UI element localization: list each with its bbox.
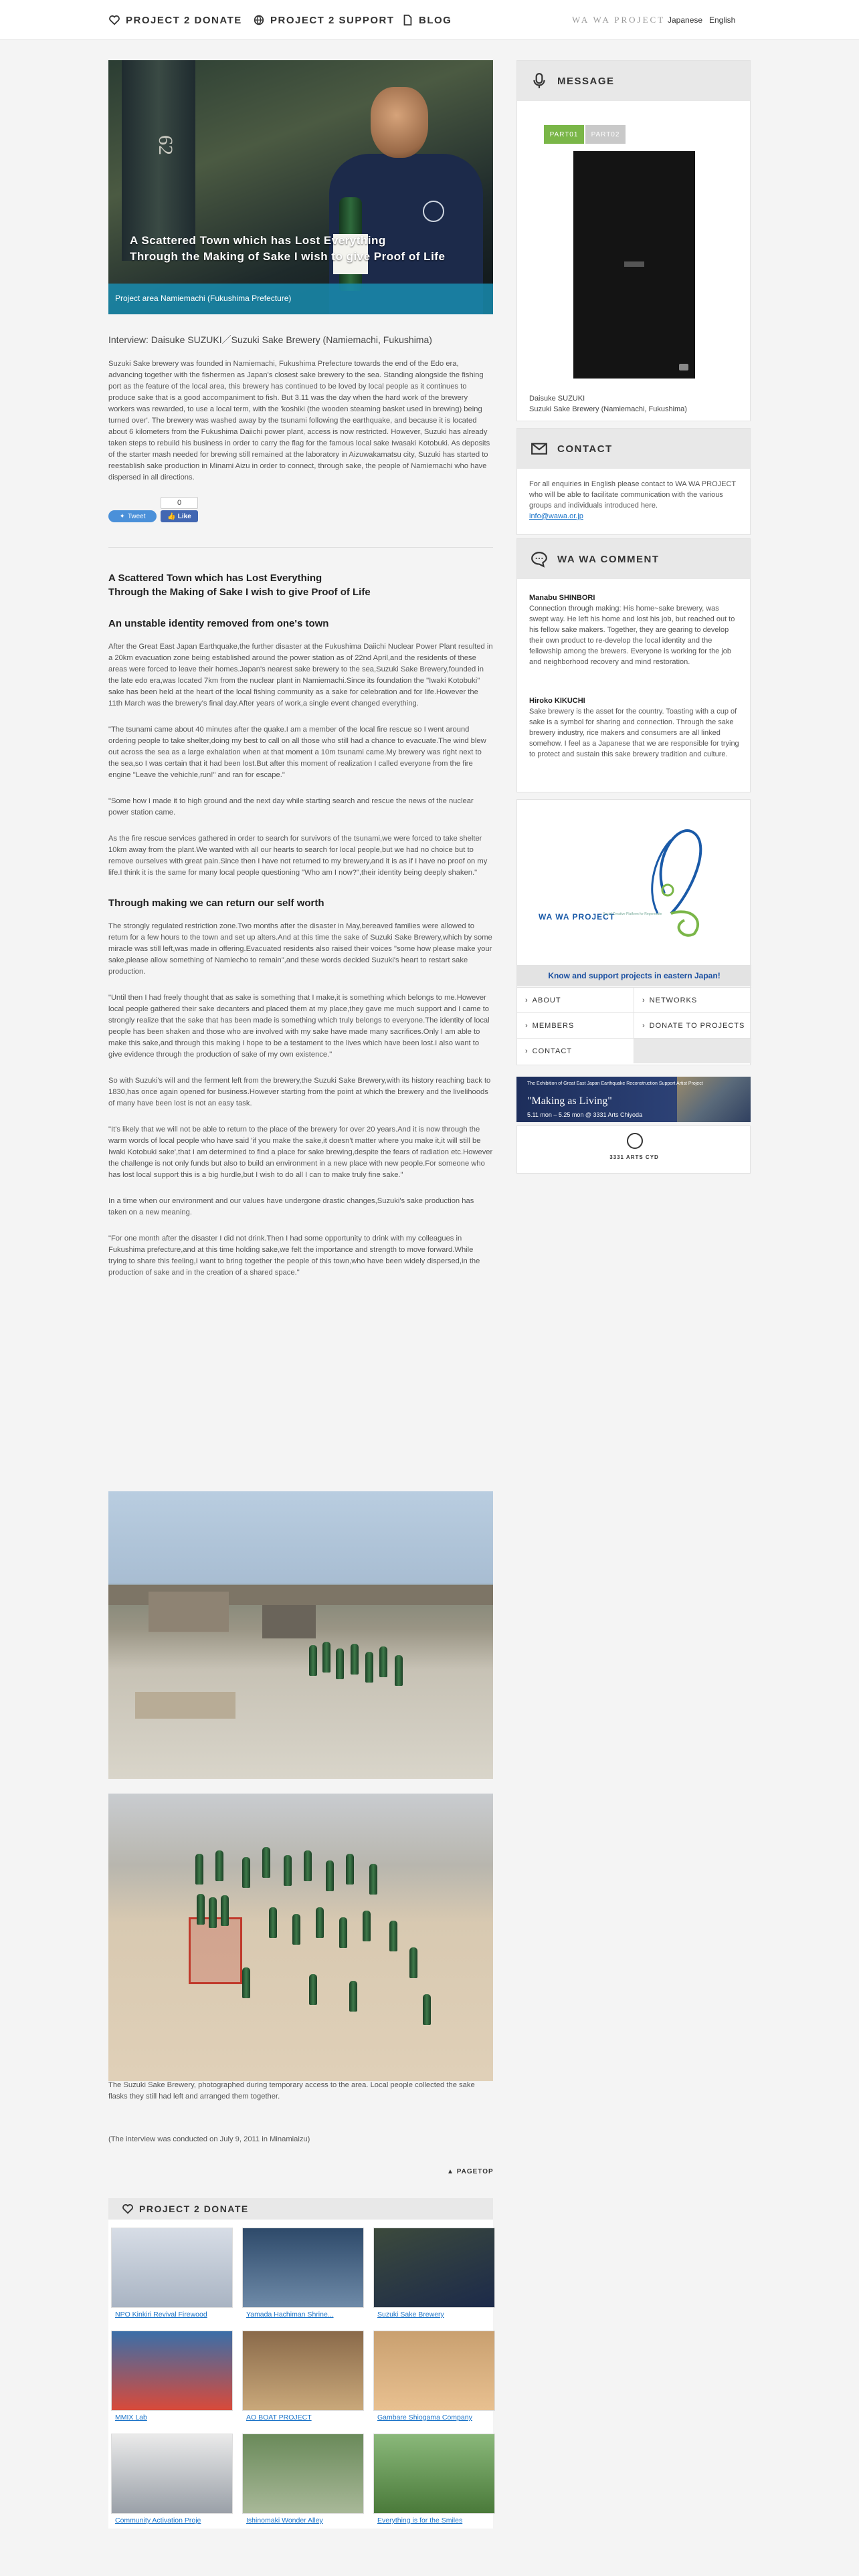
article-title — [108, 571, 493, 599]
article-paragraph: After the Great East Japan Earthquake,the further disaster at the Fukushima Daiichi Nuclear Power Plant resulted in a 20km evacuation zone being established around the power station as of 22nd April,and the residents of these areas were forced to leave their homes.Japan's nearest sake brewery to the sea,Suzuki Sake Brewery,founded in the late edo era,was located 7km from the nuclear plant in Namiemachi.Since its foundation the "Iwaki Kotobuki" sake has been held at the heart of the local fishing community as a sake for celebration and for life.However the 11th March was the brewery's final day.After years of work,a single event changed everything. — [108, 643, 493, 708]
contact-description: For all enquiries in English please contact to WA WA PROJECT who will be able to facilitate communication with the various groups and individuals introduced here. — [529, 480, 736, 510]
hero-caption-line2: Through the Making of Sake I wish to give Proof of Life — [130, 250, 446, 263]
sake-bottle-icon — [379, 1646, 387, 1677]
article-paragraph: The strongly regulated restriction zone.Two months after the disaster in May,bereaved families were allowed to return for a few hours to the town and set up alters.And at this time the sake of Suzuki Sake Brewery,which by some miracle was still left,was made in offering.Evacuated residents also raised their voices "some how please make your sake,please allow something of Namiecho to remain",and these words decided Suzuki's heart to restart sake production. — [108, 922, 492, 976]
hero-person-face — [371, 87, 428, 158]
tab-part02[interactable]: PART02 — [585, 125, 626, 144]
sake-bottle-icon — [409, 1947, 417, 1978]
sake-bottle-icon — [262, 1847, 270, 1878]
project2donate-heading: PROJECT 2 DONATE — [139, 2204, 249, 2214]
article-paragraph: "Until then I had freely thought that as sake is something that I make,it is something which belongs to me.However local people gathered their sake decanters and placed them at my place,they gave me much support and I came to strongly realize that the sake that has been made is something which truly belongs to everyone.The identity of local people has been shaken and those who are involved with my sake have made many sacrifices.Only I am able to make this sake,and through this making I hope to be a testament to the lives which have been lost.I also want to give evidence through the production of sake of my own existence." — [108, 994, 490, 1059]
sake-bottle-icon — [292, 1914, 300, 1945]
sake-bottle-icon — [195, 1854, 203, 1885]
article-paragraph: "It's likely that we will not be able to return to the place of the brewery for over 20 years.And it is now through the warm words of local people who have said 'if you make the sake,it doesn't matter where you make it,it will still be Iwaki Kotobuki sake',that I am determined to find a place for sake brewing,despite the fears of radiation etc.However the challenge is not only funds but also to build an environment in a new place with new people.For someone who has lost local support this is a big hurdle,but I wish to do all I can to make truly fine sake." — [108, 1125, 493, 1179]
pagetop-link[interactable]: ▲ PAGETOP — [447, 2168, 494, 2175]
tsunami-debris-photo — [108, 1491, 493, 1779]
lang-english-link[interactable]: English — [709, 15, 736, 25]
project-card[interactable] — [373, 2434, 495, 2529]
link-contact[interactable] — [517, 1038, 634, 1063]
comment-heading: WA WA COMMENT — [557, 553, 660, 565]
tab-part01[interactable]: PART01 — [544, 125, 584, 144]
banner-small-text: The Exhibition of Great East Japan Earthquake Reconstruction Support Artist Project — [527, 1081, 703, 1086]
sake-bottle-icon — [363, 1911, 371, 1941]
project-card-label[interactable]: Everything is for the Smiles — [377, 2516, 463, 2525]
arts-logo-label: 3331 ARTS CYD — [609, 1154, 659, 1160]
comment-shinbori — [529, 593, 740, 667]
link-networks[interactable] — [634, 987, 751, 1012]
project-card-label[interactable]: Community Activation Proje — [115, 2516, 201, 2525]
project-card-label[interactable]: AO BOAT PROJECT — [246, 2413, 312, 2422]
main-column — [108, 60, 493, 1279]
comment-author: Hiroko KIKUCHI — [529, 697, 585, 705]
project-thumbnail — [111, 2228, 233, 2308]
link-donate-to-projects[interactable] — [634, 1012, 751, 1038]
article-paragraph: "For one month after the disaster I did not drink.Then I had some opportunity to drink with my colleagues in Fukushima prefecture,and at this time holding sake,we felt the importance and strength to move forward.While trying to share this feeling,I want to bring together the people of this town,who have been widely dispersed,in the production of sake and in the creation of a shared space." — [108, 1235, 480, 1277]
project-thumbnail — [242, 2434, 364, 2514]
comment-header — [517, 539, 750, 579]
comment-panel — [516, 538, 751, 792]
comment-text: Sake brewery is the asset for the country. Toasting with a cup of sake is a symbol for sharing and connection. Through the sake brewery industry, rice makers and consumers are all linked somehow. I feel as a Japanese that we are responsible for trying to protect and sustain this sake brewery tradition and culture. — [529, 708, 739, 758]
article-paragraph: So with Suzuki's will and the ferment left from the brewery,the Suzuki Sake Brewery,with its history reaching back to 1830,has once again opened for business.However starting from the point at which the brewery and the livelihoods of many have been lost is not an easy task. — [108, 1077, 491, 1107]
like-count: 0 — [161, 497, 198, 509]
interview-date: (The interview was conducted on July 9, 2011 in Minamiaizu) — [108, 2135, 310, 2143]
wawa-logo-text: WA WA PROJECT — [539, 912, 615, 922]
video-player[interactable] — [573, 151, 695, 379]
sake-bottle-icon — [284, 1855, 292, 1886]
sake-bottle-icon — [221, 1895, 229, 1926]
banner-dates: 5.11 mon – 5.25 mon @ 3331 Arts Chiyoda — [527, 1111, 643, 1118]
bird-icon: ✦ — [119, 512, 125, 520]
banner-title: "Making as Living" — [527, 1095, 612, 1107]
contact-text — [529, 479, 740, 522]
project-card-label[interactable]: Ishinomaki Wonder Alley — [246, 2516, 323, 2525]
link-networks-label: NETWORKS — [649, 996, 698, 1004]
article-paragraph: "Some how I made it to high ground and the next day while starting search and rescue the news of the nuclear power station came. — [108, 797, 474, 817]
hero-pillar-number: 62 — [155, 135, 177, 155]
sake-bottle-icon — [197, 1894, 205, 1925]
loading-indicator — [624, 261, 644, 267]
project-thumbnail — [111, 2434, 233, 2514]
hero-caption — [130, 233, 478, 265]
support-bar: Know and support projects in eastern Japan! — [517, 965, 751, 986]
sake-bottle-icon — [349, 1981, 357, 2012]
project-card[interactable] — [242, 2331, 364, 2426]
sake-bottle-icon — [269, 1907, 277, 1938]
message-panel — [516, 60, 751, 421]
interview-title: Interview: Daisuke SUZUKI／Suzuki Sake Brewery (Namiemachi, Fukushima) — [108, 334, 432, 345]
photo-caption: The Suzuki Sake Brewery, photographed during temporary access to the area. Local people collected the sake flasks they still had left and arranged them together. — [108, 2081, 475, 2101]
shirt-logo-icon — [423, 201, 444, 222]
link-about-label: ABOUT — [532, 996, 561, 1004]
project-thumbnail — [111, 2331, 233, 2411]
project-thumbnail — [242, 2228, 364, 2308]
project2donate-section — [108, 2198, 493, 2529]
project-grid — [108, 2220, 493, 2529]
envelope-icon — [531, 440, 548, 457]
making-as-living-banner[interactable] — [516, 1077, 751, 1122]
video-tabs — [544, 125, 626, 144]
contact-panel — [516, 428, 751, 535]
article-paragraph: "The tsunami came about 40 minutes after the quake.I am a member of the local fire rescue so I went around ordering people to take shelter,doing my best to call on all those who still had a chance to evacuate.The wind blew out across the sea as a large exhalation when at that moment a 10m tsunami came.My brewery was right next to the sea,so I was certain that it had been lost.But after this moment of realization I called everyone from the fire engine "Leave the vehichle,run!" and ran for escape." — [108, 726, 486, 779]
comment-text: Connection through making: His home~sake brewery, was swept way. He left his home and lost his job, but reached out to his fellow sake makers. Together, they are gearing to develop their own product to re-develop the local identity and the fellowship among the brewers. Everyone is working for the job and neighborhood recovery and mind restoration. — [529, 605, 735, 666]
heart-icon — [108, 14, 120, 26]
sake-bottles-photo — [108, 1794, 493, 2081]
project-card[interactable] — [111, 2434, 233, 2529]
chevron-right-icon: › — [642, 1021, 646, 1030]
nav-support-label: PROJECT 2 SUPPORT — [270, 14, 395, 26]
speaker-org: Suzuki Sake Brewery (Namiemachi, Fukushima) — [529, 405, 687, 413]
project-card[interactable] — [111, 2228, 233, 2323]
link-empty-cell — [634, 1038, 751, 1063]
microphone-icon — [531, 72, 548, 90]
sake-bottle-icon — [369, 1864, 377, 1895]
nav-project2donate[interactable] — [108, 13, 242, 27]
sake-bottle-icon — [215, 1850, 223, 1881]
chevron-right-icon: › — [525, 1021, 529, 1030]
nav-project2support[interactable] — [253, 13, 395, 27]
document-icon — [401, 14, 413, 26]
project-thumbnail — [373, 2434, 495, 2514]
sake-bottle-icon — [395, 1655, 403, 1686]
tweet-button[interactable] — [108, 510, 157, 522]
like-label: Like — [177, 512, 191, 520]
sake-bottle-icon — [309, 1974, 317, 2005]
comment-kikuchi — [529, 695, 740, 760]
contact-email-link[interactable]: info@wawa.or.jp — [529, 512, 583, 520]
project-card-label[interactable]: Yamada Hachiman Shrine... — [246, 2311, 334, 2319]
sake-bottle-icon — [365, 1652, 373, 1683]
project-card-label[interactable]: NPO Kinkiri Revival Firewood — [115, 2311, 207, 2319]
nav-donate-label: PROJECT 2 DONATE — [126, 14, 242, 26]
hero-pillar — [122, 60, 195, 261]
pagetop-label: PAGETOP — [456, 2168, 494, 2175]
article-title-line2: Through the Making of Sake I wish to give Proof of Life — [108, 586, 371, 598]
sake-bottle-icon — [242, 1857, 250, 1888]
project-card-label[interactable]: Suzuki Sake Brewery — [377, 2311, 444, 2319]
sake-bottle-icon — [316, 1907, 324, 1938]
speaker-name: Daisuke SUZUKI — [529, 395, 585, 403]
article-title-line1: A Scattered Town which has Lost Everything — [108, 572, 322, 584]
nav-blog[interactable] — [401, 13, 452, 27]
link-contact-label: CONTACT — [532, 1047, 573, 1055]
chevron-right-icon: › — [525, 996, 529, 1004]
project-card[interactable] — [373, 2331, 495, 2426]
intro-paragraph: Suzuki Sake brewery was founded in Namiemachi, Fukushima Prefecture towards the end of the Edo era, advancing together with the fishermen as Japan's closest sake brewery to the sea. Standing alongside the fishing port as the feature of the local area, this brewery has continued to be loved by local people as it continues to produce sake that is a good accompaniment to fish. But 3.11 was the day when the hard work of the brewery workers was rewarded, to use a local term, with the 'koshiki (the wooden steaming basket used in brewing) being turned over'. The brewery was washed away by the tsunami following the earthquake, and because it is located about 6 kilometers from the Fukushima Daiichi power plant, access is now restricted. However, Suzuki has already taken steps to rebuild his business in order to carry the flag for the famous local sake Iwasaki Kotobuki. As deposits of the starter mash needed for brewing still remained at the laboratory in Aizuwakamatsu city, Suzuki has started to reestablish sake production in Minami Aizu in order to connect, through sake, the people of Namiemachi who have dispersed in all directions. — [108, 360, 490, 481]
link-donate-label: DONATE TO PROJECTS — [649, 1021, 745, 1030]
sake-bottle-icon — [339, 1917, 347, 1948]
article-paragraph: In a time when our environment and our values have undergone drastic changes,Suzuki's sake production has taken on a new meaning. — [108, 1197, 474, 1216]
sake-bottle-icon — [309, 1645, 317, 1676]
top-navigation-bar — [0, 0, 859, 40]
wawa-logo-panel — [516, 799, 751, 1065]
sidebar-links — [517, 987, 751, 1063]
chevron-right-icon: › — [525, 1047, 529, 1055]
project-card[interactable] — [373, 2228, 495, 2323]
speaker-info — [529, 393, 687, 415]
project-card-label[interactable]: MMIX Lab — [115, 2413, 147, 2422]
sake-bottle-icon — [351, 1644, 359, 1675]
globe-icon — [253, 14, 265, 26]
hero-image — [108, 60, 493, 314]
wawa-logo-icon[interactable] — [631, 813, 718, 940]
sake-bottle-icon — [423, 1994, 431, 2025]
arts-chiyoda-logo[interactable] — [516, 1125, 751, 1174]
project-card[interactable] — [242, 2434, 364, 2529]
comment-author: Manabu SHINBORI — [529, 594, 595, 602]
ruined-building — [149, 1592, 229, 1632]
project-thumbnail — [373, 2331, 495, 2411]
arts-logo-icon — [627, 1133, 643, 1149]
project-thumbnail — [373, 2228, 495, 2308]
sake-bottle-icon — [209, 1897, 217, 1928]
sake-bottle-icon — [304, 1850, 312, 1881]
speech-bubble-icon — [531, 550, 548, 568]
sake-bottle-icon — [346, 1854, 354, 1885]
youtube-icon[interactable] — [679, 364, 688, 370]
lang-japanese-link[interactable]: Japanese — [668, 15, 703, 25]
facebook-like-button[interactable] — [161, 510, 198, 522]
heading-self-worth: Through making we can return our self worth — [108, 897, 324, 909]
message-heading: MESSAGE — [557, 75, 615, 87]
chevron-right-icon: › — [642, 996, 646, 1004]
link-members-label: MEMBERS — [532, 1021, 575, 1030]
wawa-logo-subtext: Social Creative Platform for Regenerate — [603, 912, 662, 916]
thumbs-up-icon: 👍 — [167, 512, 176, 520]
project-area-bar: Project area Namiemachi (Fukushima Prefecture) — [108, 284, 493, 314]
nav-blog-label: BLOG — [419, 14, 452, 26]
project-card-label[interactable]: Gambare Shiogama Company — [377, 2413, 472, 2422]
sake-bottle-icon — [242, 1967, 250, 1998]
contact-header — [517, 429, 750, 469]
tweet-label: Tweet — [127, 512, 146, 520]
sake-bottle-icon — [322, 1642, 330, 1673]
debris-pile — [135, 1692, 235, 1719]
contact-heading: CONTACT — [557, 443, 613, 455]
sake-bottle-icon — [326, 1860, 334, 1891]
project-card[interactable] — [111, 2331, 233, 2426]
section-divider — [108, 547, 493, 548]
ruined-building — [262, 1605, 316, 1638]
message-header — [517, 61, 750, 101]
brand-logo-text[interactable]: WA WA PROJECT — [572, 15, 666, 25]
heart-icon — [122, 2203, 134, 2215]
hero-caption-line1: A Scattered Town which has Lost Everything — [130, 234, 386, 247]
article-paragraph: As the fire rescue services gathered in order to search for survivors of the tsunami,we were forced to take shelter 10km away from the plant.We wanted with all our hearts to search for local people,but we had no choice but to remove ourselves with great pain.Since then I have not returned to my brewery,and it is as if I have no proof on my life.I think it is the same for many local people questioning "Who am I now?",their identity being deeply shaken." — [108, 835, 488, 877]
project-thumbnail — [242, 2331, 364, 2411]
heading-identity: An unstable identity removed from one's town — [108, 618, 329, 629]
link-about[interactable] — [517, 987, 634, 1012]
link-members[interactable] — [517, 1012, 634, 1038]
sake-bottle-icon — [389, 1921, 397, 1951]
social-buttons — [108, 497, 493, 524]
sake-bottle-icon — [336, 1648, 344, 1679]
project2donate-header — [108, 2198, 493, 2220]
project-card[interactable] — [242, 2228, 364, 2323]
